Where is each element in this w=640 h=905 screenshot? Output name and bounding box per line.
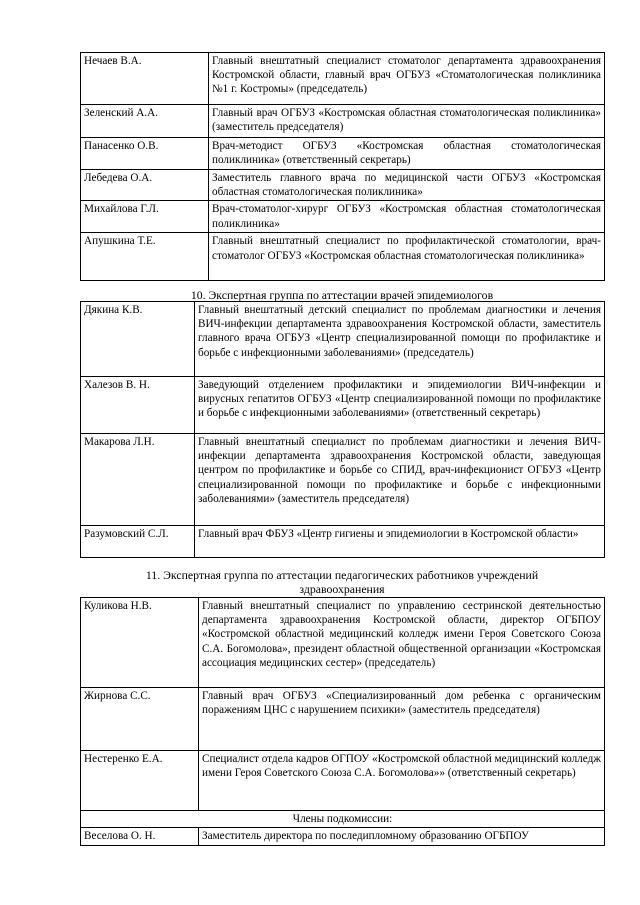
member-role: Врач-стоматолог-хирург ОГБУЗ «Костромская областная стоматологическая поликлиника» [209, 201, 605, 233]
subcommission-label: Члены подкомиссии: [81, 811, 605, 828]
member-name: Жирнова С.С. [81, 688, 199, 751]
member-name: Михайлова Г.Л. [81, 201, 209, 233]
member-name: Веселова О. Н. [81, 828, 199, 846]
table-row [81, 598, 605, 688]
member-role: Главный внештатный специалист по управлению сестринской деятельностью департамента здравоохранения Костромской области, директор ОГБПОУ «Костромской областной медицинский колледж имени Героя Советского Союза С.А. Богомолова», президент областной общественной организации «Костромская ассоциация медицинских сестер» (председатель) [199, 598, 605, 688]
member-name: Дякина К.В. [81, 302, 195, 377]
member-name: Нестеренко Е.А. [81, 751, 199, 811]
table-pedagogical [80, 597, 605, 846]
member-name: Разумовский С.Л. [81, 526, 195, 558]
member-role: Главный внештатный детский специалист по проблемам диагностики и лечения ВИЧ-инфекции департамента здравоохранения Костромской области, заместитель главного врача ОГБУЗ «Центр специализированной помощи по профилактике и борьбе с инфекционными заболеваниями» (председатель) [195, 302, 605, 377]
table-stomatology [80, 52, 605, 281]
section-11-title-line1: 11. Экспертная группа по аттестации педагогических работников учреждений [145, 568, 539, 582]
table-row [81, 828, 605, 846]
table-row [81, 138, 605, 170]
member-name: Халезов В. Н. [81, 377, 195, 434]
table-row [81, 751, 605, 811]
member-name: Зеленский А.А. [81, 105, 209, 138]
member-name: Куликова Н.В. [81, 598, 199, 688]
member-name: Лебедева О.А. [81, 170, 209, 201]
table-row [81, 233, 605, 281]
section-11-title-line2: здравоохранения [299, 582, 385, 596]
member-role: Главный внештатный специалист по профилактической стоматологии, врач-стоматолог ОГБУЗ «Костромская областная стоматологическая поликлиника» [209, 233, 605, 281]
member-role: Главный внештатный специалист стоматолог департамента здравоохранения Костромской области, главный врач ОГБУЗ «Стоматологическая поликлиника №1 г. Костромы» (председатель) [209, 53, 605, 105]
member-name: Нечаев В.А. [81, 53, 209, 105]
member-name: Панасенко О.В. [81, 138, 209, 170]
member-role: Врач-методист ОГБУЗ «Костромская областная стоматологическая поликлиника» (ответственный секретарь) [209, 138, 605, 170]
table-row [81, 526, 605, 558]
member-role: Заведующий отделением профилактики и эпидемиологии ВИЧ-инфекции и вирусных гепатитов ОГБУЗ «Центр специализированной помощи по профилактике и борьбе с инфекционными заболеваниями» (ответственный секретарь) [195, 377, 605, 434]
table-row [81, 53, 605, 105]
member-role: Главный внештатный специалист по проблемам диагностики и лечения ВИЧ-инфекции департамента здравоохранения Костромской области, заведующая центром по профилактике и борьбе со СПИД, врач-инфекционист ОГБУЗ «Центр специализированной помощи по профилактике и борьбе с инфекционными заболеваниями» (заместитель председателя) [195, 434, 605, 526]
member-role: Заместитель директора по последипломному образованию ОГБПОУ [199, 828, 605, 846]
member-role: Главный врач ОГБУЗ «Костромская областная стоматологическая поликлиника» (заместитель председателя) [209, 105, 605, 138]
member-role: Заместитель главного врача по медицинской части ОГБУЗ «Костромская областная стоматологическая поликлиника» [209, 170, 605, 201]
table-row [81, 170, 605, 201]
member-role: Главный врач ФБУЗ «Центр гигиены и эпидемиологии в Костромской области» [195, 526, 605, 558]
table-row [81, 811, 605, 828]
member-role: Специалист отдела кадров ОГПОУ «Костромской областной медицинский колледж имени Героя Советского Союза С.А. Богомолова»» (ответственный секретарь) [199, 751, 605, 811]
table-row [81, 688, 605, 751]
table-row [81, 302, 605, 377]
section-11-title [80, 568, 604, 596]
table-row [81, 201, 605, 233]
member-name: Макарова Л.Н. [81, 434, 195, 526]
table-row [81, 105, 605, 138]
table-row [81, 434, 605, 526]
member-role: Главный врач ОГБУЗ «Специализированный дом ребенка с органическим поражениям ЦНС с нарушением психики» (заместитель председателя) [199, 688, 605, 751]
section-10-title: 10. Экспертная группа по аттестации врачей эпидемиологов [190, 288, 494, 302]
table-epidemiology [80, 301, 605, 558]
table-row [81, 377, 605, 434]
member-name: Апушкина Т.Е. [81, 233, 209, 281]
